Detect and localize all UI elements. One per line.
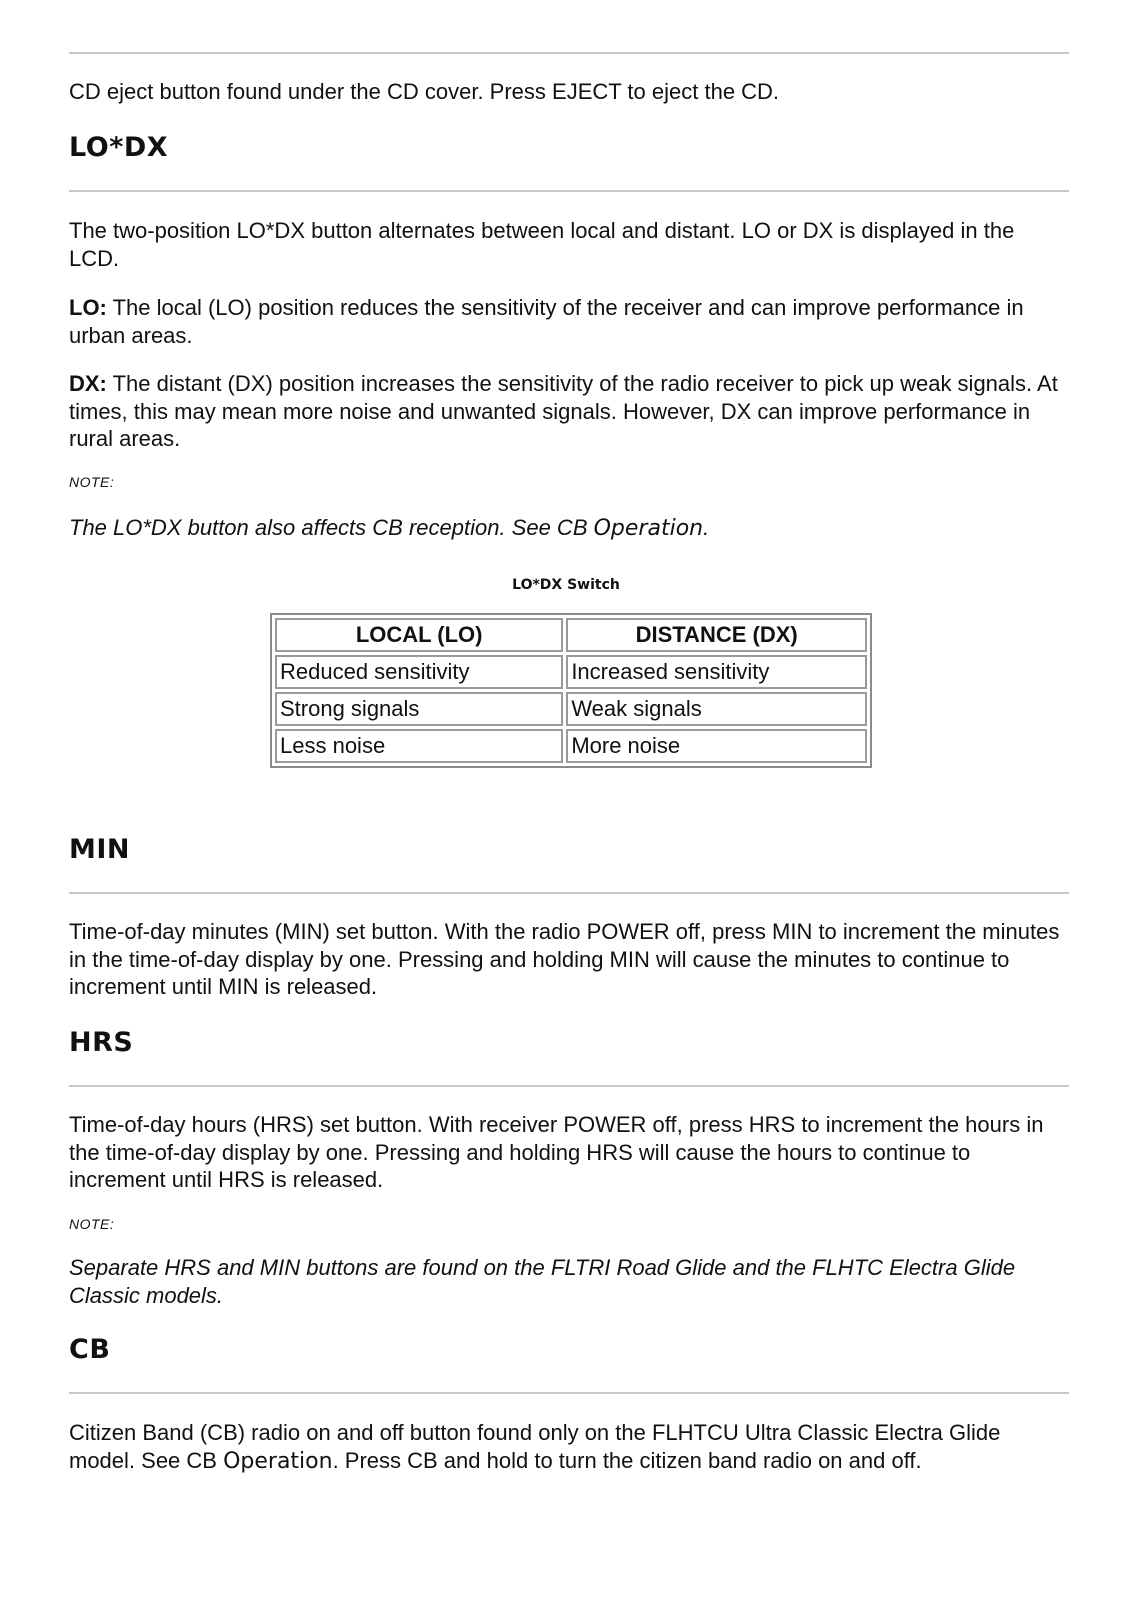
- dx-paragraph: [69, 370, 1069, 453]
- lodx-switch-table: [270, 613, 872, 768]
- divider: [69, 892, 1069, 894]
- table-cell: Less noise: [275, 729, 563, 763]
- table-header-row: [275, 618, 867, 652]
- lodx-note-end: .: [703, 515, 710, 540]
- table-row: [275, 692, 867, 726]
- column-header-local: LOCAL (LO): [275, 618, 563, 652]
- note-label: NOTE:: [69, 474, 115, 490]
- lodx-intro-paragraph: The two-position LO*DX button alternates between local and distant. LO or DX is displayed in the LCD.: [69, 218, 1015, 271]
- table-row: [275, 655, 867, 689]
- table-cell: More noise: [566, 729, 867, 763]
- cb-heading: CB: [69, 1334, 111, 1365]
- hrs-paragraph: Time-of-day hours (HRS) set button. With receiver POWER off, press HRS to increment the hours in the time-of-day display by one. Pressing and holding HRS will cause the hours to continue to increment until HRS is released.: [69, 1112, 1044, 1192]
- lo-label: LO:: [69, 295, 107, 320]
- table-cell: Reduced sensitivity: [275, 655, 563, 689]
- column-header-distance: DISTANCE (DX): [566, 618, 867, 652]
- divider: [69, 1392, 1069, 1394]
- dx-label: DX:: [69, 371, 107, 396]
- divider: [69, 52, 1069, 54]
- cb-text: Citizen Band (CB) radio on and off button found only on the FLHTCU Ultra Classic Electra Glide model. See CB: [69, 1420, 1001, 1473]
- cb-operation-link[interactable]: Operation: [223, 1448, 333, 1474]
- cb-operation-link[interactable]: Operation: [593, 516, 704, 541]
- lo-text: The local (LO) position reduces the sensitivity of the receiver and can improve performance in urban areas.: [69, 295, 1024, 348]
- eject-paragraph: CD eject button found under the CD cover. Press EJECT to eject the CD.: [69, 79, 780, 104]
- note-label: NOTE:: [69, 1216, 115, 1232]
- cb-text-end: . Press CB and hold to turn the citizen band radio on and off.: [332, 1447, 922, 1473]
- dx-text: The distant (DX) position increases the sensitivity of the radio receiver to pick up weak signals. At times, this may mean more noise and unwanted signals. However, DX can improve performance in rural areas.: [69, 371, 1058, 451]
- lodx-heading: LO*DX: [69, 132, 169, 163]
- divider: [69, 190, 1069, 192]
- table-cell: Strong signals: [275, 692, 563, 726]
- min-paragraph: Time-of-day minutes (MIN) set button. With the radio POWER off, press MIN to increment the minutes in the time-of-day display by one. Pressing and holding MIN will cause the minutes to continue to increment until MIN is released.: [69, 919, 1060, 999]
- table-cell: Increased sensitivity: [566, 655, 867, 689]
- hrs-heading: HRS: [69, 1027, 134, 1058]
- cb-paragraph: [69, 1419, 1069, 1475]
- lodx-note: [69, 514, 1079, 543]
- table-caption: LO*DX Switch: [512, 577, 620, 593]
- table-cell: Weak signals: [566, 692, 867, 726]
- lo-paragraph: [69, 294, 1069, 349]
- lodx-note-text: The LO*DX button also affects CB reception. See CB: [69, 515, 594, 540]
- min-heading: MIN: [69, 834, 131, 865]
- hrs-note: Separate HRS and MIN buttons are found on the FLTRI Road Glide and the FLHTC Electra Glide Classic models.: [69, 1255, 1016, 1308]
- divider: [69, 1085, 1069, 1087]
- table-row: [275, 729, 867, 763]
